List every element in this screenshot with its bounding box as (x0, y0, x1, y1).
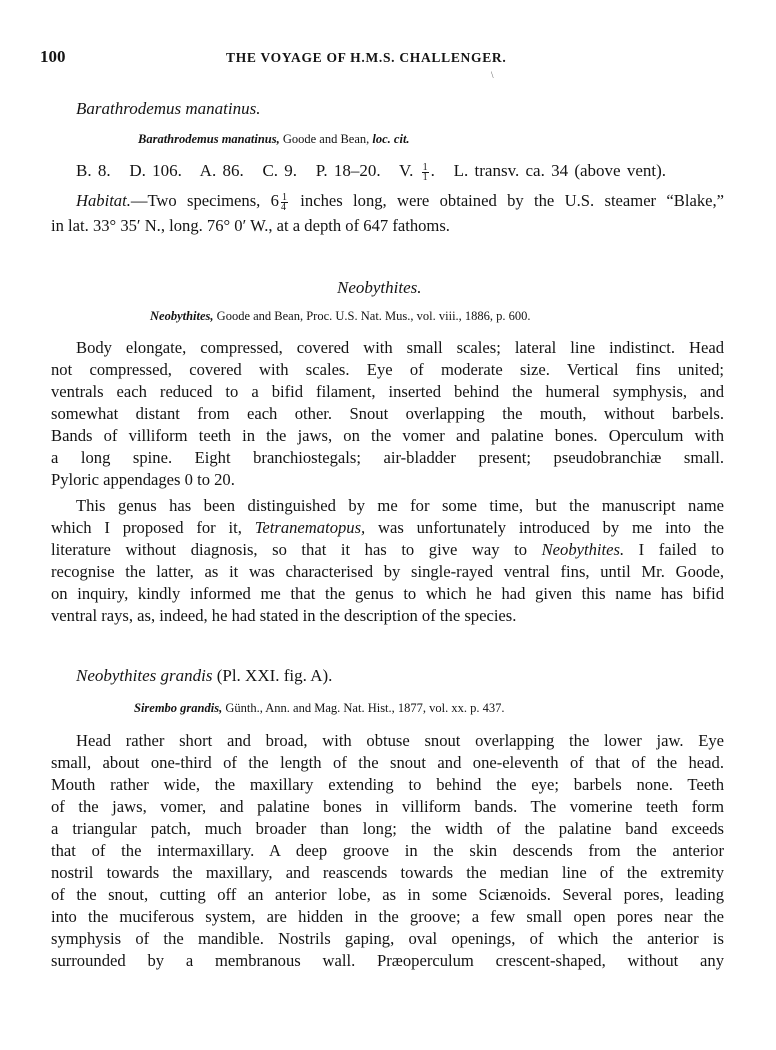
plate-reference: (Pl. XXI. fig. A). (216, 666, 333, 685)
species-heading-grandis (76, 666, 332, 686)
genus-para2-line: literature without diagnosis, so that it has to give way to Neobythites. I failed to (51, 540, 724, 559)
genus-para1-line: Bands of villiform teeth in the jaws, on the vomer and palatine bones. Operculum with (51, 426, 724, 445)
print-mark: \ (491, 70, 494, 80)
citation-name: Neobythites, (150, 309, 214, 323)
genus-para2-line: recognise the latter, as it was characterised by single-rayed ventral fins, until Mr. Goode, (51, 562, 724, 581)
species-name: Neobythites grandis (76, 666, 213, 685)
synonym-name: Tetranematopus, (254, 518, 366, 537)
description-line: symphysis of the mandible. Nostrils gaping, oval openings, of which the anterior is (51, 929, 724, 948)
meristic-formula (76, 161, 666, 182)
running-title: THE VOYAGE OF H.M.S. CHALLENGER. (226, 50, 507, 65)
genus-para2-line: This genus has been distinguished by me for some time, but the manuscript name (76, 496, 724, 515)
genus-name: Neobythites. (541, 540, 625, 559)
citation-authors: Goode and Bean, Proc. U.S. Nat. Mus., vol. viii., 1886, p. 600. (216, 309, 531, 323)
description-line: into the muciferous system, are hidden in the groove; a few small open pores near the (51, 907, 724, 926)
genus-para1-line: a long spine. Eight branchiostegals; air-bladder present; pseudobranchiæ small. (51, 448, 724, 467)
description-line: Head rather short and broad, with obtuse snout overlapping the lower jaw. Eye (76, 731, 724, 750)
description-line: that of the intermaxillary. A deep groove in the skin descends from the anterior (51, 841, 724, 860)
description-line: Mouth rather wide, the maxillary extending to behind the eye; barbels none. Teeth (51, 775, 724, 794)
genus-para2-line: ventral rays, as, indeed, he had stated in the description of the species. (51, 606, 517, 625)
description-line: small, about one-third of the length of the snout and one-eleventh of that of the head. (51, 753, 724, 772)
length-fraction: $\frac{1}{4}$ (280, 191, 287, 213)
meristic-counts: B. 8. D. 106. A. 86. C. 9. P. 18–20. V. (76, 161, 414, 180)
genus-para1-line: ventrals each reduced to a bifid filament, inserted behind the humeral symphysis, and (51, 382, 724, 401)
citation-neobythites (150, 309, 531, 324)
description-line: surrounded by a membranous wall. Præoperculum crescent-shaped, without any (51, 951, 724, 970)
citation-authors: Günth., Ann. and Mag. Nat. Hist., 1877, vol. xx. p. 437. (225, 701, 505, 715)
citation-name: Sirembo grandis, (134, 701, 223, 715)
citation-authors: Goode and Bean, (282, 132, 370, 146)
habitat-label: Habitat. (76, 191, 131, 210)
page-number: 100 (40, 47, 66, 66)
genus-para2-line: which I proposed for it, Tetranematopus, was unfortunately introduced by me into the (51, 518, 724, 537)
species-heading-barathrodemus: Barathrodemus manatinus. (76, 99, 261, 118)
description-line: nostril towards the maxillary, and reascends towards the median line of the extremity (51, 863, 724, 882)
description-line: of the snout, cutting off an anterior lobe, as in some Sciænoids. Several pores, leading (51, 885, 724, 904)
habitat-line-1: Habitat.—Two specimens, 6 $\frac{1}{4}$ inches long, were obtained by the U.S. steamer “Blake,” (76, 191, 725, 213)
meristic-transverse: . L. transv. ca. 34 (above vent). (430, 161, 667, 180)
genus-para1-line: somewhat distant from each other. Snout overlapping the mouth, without barbels. (51, 404, 724, 423)
description-line: a triangular patch, much broader than long; the width of the palatine band exceeds (51, 819, 724, 838)
citation-barathrodemus (138, 132, 410, 147)
habitat-line-2: in lat. 33° 35′ N., long. 76° 0′ W., at a depth of 647 fathoms. (51, 216, 450, 235)
citation-name: Barathrodemus manatinus, (138, 132, 280, 146)
genus-para2-line: on inquiry, kindly informed me that the genus to which he had given this name has bifid (51, 584, 724, 603)
genus-heading-neobythites: Neobythites. (337, 278, 422, 297)
citation-loc: loc. cit. (372, 132, 410, 146)
ventral-fraction: $\frac{1}{1}$ (422, 161, 428, 183)
genus-para1-line: Body elongate, compressed, covered with small scales; lateral line indistinct. Head (76, 338, 724, 357)
genus-para1-line: not compressed, covered with scales. Eye of moderate size. Vertical fins united; (51, 360, 724, 379)
description-line: of the jaws, vomer, and palatine bones in villiform bands. The vomerine teeth form (51, 797, 724, 816)
citation-grandis (134, 701, 505, 716)
genus-para1-line: Pyloric appendages 0 to 20. (51, 470, 235, 489)
